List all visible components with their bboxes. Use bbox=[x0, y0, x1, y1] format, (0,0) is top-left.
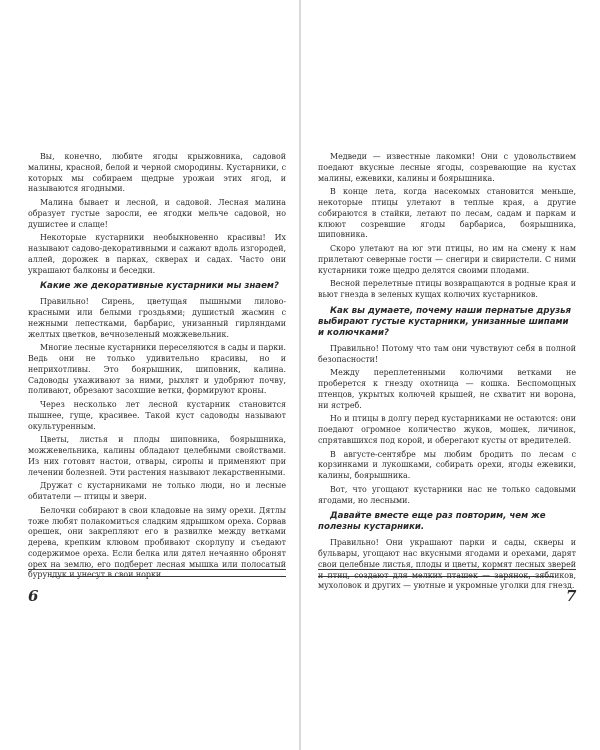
left-paragraph-8: Дружат с кустарниками не только люди, но и лесные обитатели — птицы и звери. bbox=[28, 481, 286, 501]
right-footer-rule-top bbox=[318, 569, 576, 570]
right-paragraph-6: Между переплетенными колючими ветками не проберется к гнезду охотница — кошка. Беспомощных птенцов, укрытых колючей крышей, не схватит ни ворона, ни ястреб. bbox=[318, 368, 576, 410]
left-paragraph-2: Малина бывает и лесной, и садовой. Лесная малина образует густые заросли, ее ягодки мельче садовой, но душистее и слаще! bbox=[28, 198, 286, 229]
right-page-number-text: 7 bbox=[566, 587, 577, 605]
left-footer-rule-bottom bbox=[50, 576, 286, 577]
left-footer-rule-top bbox=[28, 569, 286, 570]
left-paragraph-6: Через несколько лет лесной кустарник становится пышнее, гуще, красивее. Такой куст садоводы называют окультуренным. bbox=[28, 400, 286, 431]
left-paragraph-1: Вы, конечно, любите ягоды крыжовника, садовой малины, красной, белой и черной смородины. Кустарники, с которых мы собираем щедрые урожаи этих ягод, и называются ягодными. bbox=[28, 152, 286, 194]
right-paragraph-3: Скоро улетают на юг эти птицы, но им на смену к нам прилетают северные гости — снегири и свиристели. С ними кустарники тоже щедро делятся своими плодами. bbox=[318, 244, 576, 275]
right-paragraph-4: Весной перелетные птицы возвращаются в родные края и вьют гнезда в зеленых кущах колючих кустарников. bbox=[318, 279, 576, 299]
right-paragraph-1: Медведи — известные лакомки! Они с удовольствием поедают вкусные лесные ягоды, созревающие на кустах малины, ежевики, калины и боярышника. bbox=[318, 152, 576, 183]
left-paragraph-4: Правильно! Сирень, цветущая пышными лилово-красными или белыми гроздьями; душистый жасмин с нежными лепестками, барбарис, унизанный гирляндами желтых цветков, вечнозеленый можжевельник. bbox=[28, 297, 286, 339]
right-question-heading-2: Давайте вместе еще раз повторим, чем же полезны кустарники. bbox=[318, 511, 546, 533]
right-paragraph-9: Вот, что угощают кустарники нас не только садовыми ягодами, но лесными. bbox=[318, 484, 576, 505]
left-paragraph-3: Некоторые кустарники необыкновенно красивы! Их называют садово-декоративными и сажают вдоль изгородей, аллей, дорожек в парках, скверах и садах. Часто они украшают балконы и беседки. bbox=[28, 233, 286, 275]
right-footer-rule-bottom bbox=[318, 576, 554, 577]
left-page-number-text: 6 bbox=[28, 587, 39, 605]
left-paragraph-9: Белочки собирают в свои кладовые на зиму орехи. Дятлы тоже любят полакомиться сладким ядрышком ореха. Сорвав орешек, они закрепляют его в развилке между ветками дерева, крепким клювом пробивают скорлупу и съедают содержимое ореха. Если белка или дятел нечаянно обронят орех на землю, его подберет лесная мышка или полосатый бурундук и унесут в свои норки. bbox=[28, 505, 286, 580]
left-page-number bbox=[28, 586, 38, 605]
right-page bbox=[300, 0, 600, 750]
left-paragraph-7: Цветы, листья и плоды шиповника, боярышника, можжевельника, калины обладают целебными свойствами. Из них готовят настои, отвары, сиропы и применяют при лечении болезней. Эти растения называют лекарственными. bbox=[28, 435, 286, 477]
right-paragraph-2: В конце лета, когда насекомых становится меньше, некоторые птицы улетают в теплые края, а другие собираются в стайки, летают по лесам, садам и паркам и клюют созревшие ягоды барбариса, боярышника, шиповника. bbox=[318, 187, 576, 240]
right-question-heading: Как вы думаете, почему наши пернатые друзья выбирают густые кустарники, унизанные шипами и колючками? bbox=[318, 305, 572, 338]
right-page-number bbox=[566, 586, 576, 605]
left-paragraph-5: Многие лесные кустарники переселяются в сады и парки. Ведь они не только удивительно красивы, но и неприхотливы. Это боярышник, шиповник, калина. Садоводы ухаживают за ними, рыхлят и удобряют почву, поливают, обрезают засохшие ветки, формируют кроны. bbox=[28, 343, 286, 396]
right-paragraph-10: Правильно! Они украшают парки и сады, скверы и бульвары, угощают нас вкусными ягодами и орехами, дарят свои целебные листья, плоды и цветы, кормят лесных зверей и птиц, создают для мелких пташек — зарянок, зябликов, мухоловок и других — уютные и укромные уголки для гнезд. bbox=[318, 538, 576, 591]
right-paragraph-7: Но и птицы в долгу перед кустарниками не остаются: они поедают огромное количество жуков, мошек, личинок, спрятавшихся под корой, и оберегают кусты от вредителей. bbox=[318, 414, 576, 445]
right-paragraph-5: Правильно! Потому что там они чувствуют себя в полной безопасности! bbox=[318, 343, 576, 364]
left-question-heading: Какие же декоративные кустарники мы знаем? bbox=[40, 281, 279, 292]
right-paragraph-8: В августе-сентябре мы любим бродить по лесам с корзинками и лукошками, собирать орехи, ягоды ежевики, калины, боярышника. bbox=[318, 449, 576, 480]
